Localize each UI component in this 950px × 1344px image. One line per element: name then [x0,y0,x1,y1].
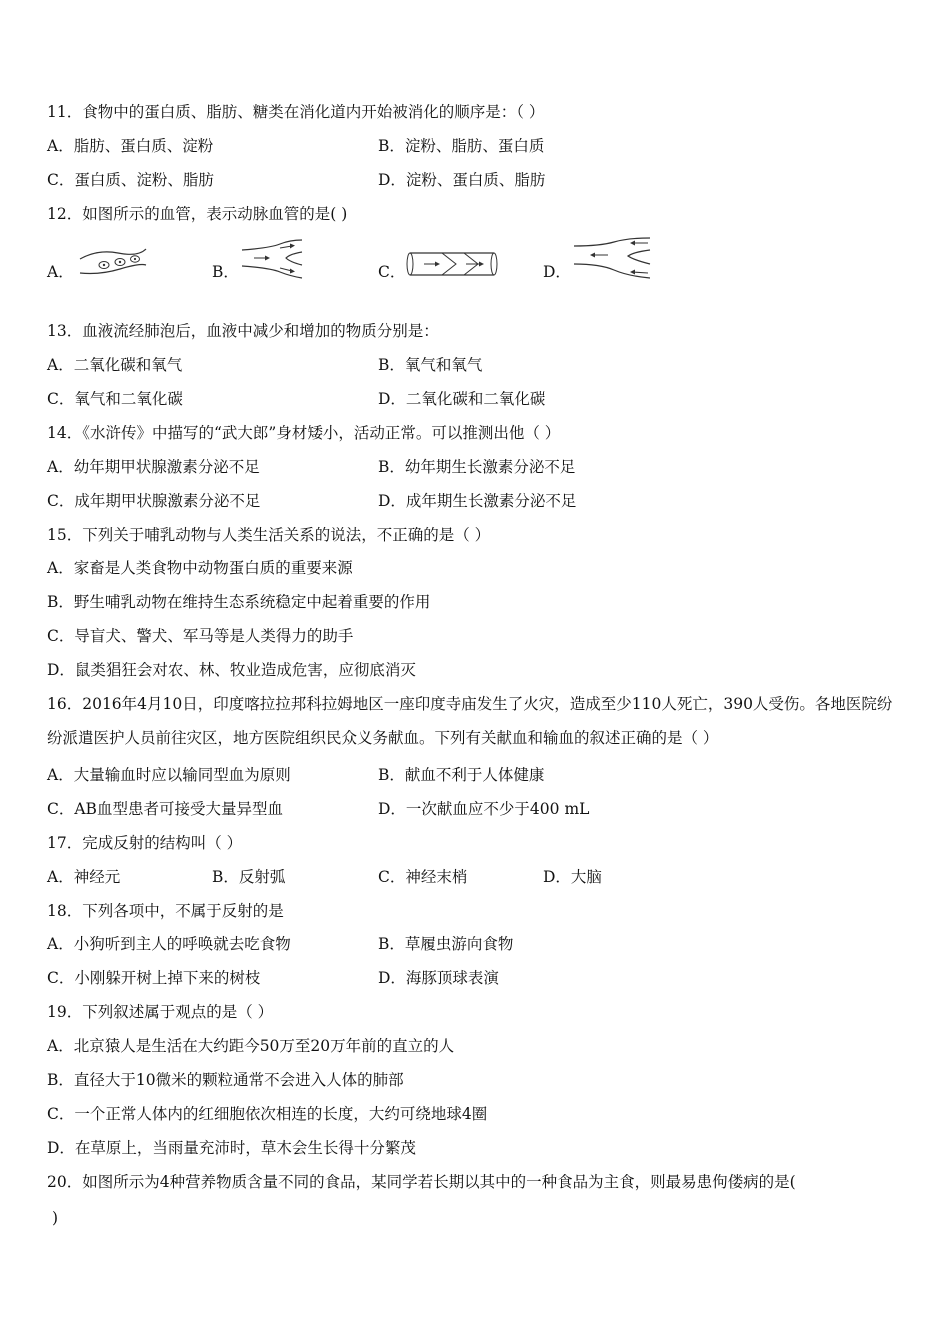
q17-option-a: A．神经元 [47,868,121,886]
q16-option-a: A．大量输血时应以输同型血为原则 [47,766,291,784]
q13-option-a: A．二氧化碳和氧气 [47,356,183,374]
vessel-capillary-figure [78,245,148,281]
q18-option-d: D．海豚顶球表演 [378,969,499,987]
q12-stem: 12．如图所示的血管，表示动脉血管的是( ) [47,205,348,223]
q18-option-b: B．草履虫游向食物 [378,935,514,953]
q13-option-b: B．氧气和氧气 [378,356,483,374]
q15-option-c: C．导盲犬、警犬、军马等是人类得力的助手 [47,627,354,645]
q14-option-a: A．幼年期甲状腺激素分泌不足 [47,458,260,476]
q13-option-d: D．二氧化碳和二氧化碳 [378,390,546,408]
q15-option-d: D．鼠类猖狂会对农、林、牧业造成危害，应彻底消灭 [47,661,416,679]
q12-option-d: D． [543,263,571,281]
q18-stem: 18．下列各项中，不属于反射的是 [47,902,284,920]
q13-option-c: C．氧气和二氧化碳 [47,390,183,408]
q15-stem: 15．下列关于哺乳动物与人类生活关系的说法，不正确的是（ ） [47,526,491,544]
q14-stem: 14．《水浒传》中描写的“武大郎”身材矮小，活动正常。可以推测出他（ ） [47,424,561,442]
q13-stem: 13．血液流经肺泡后，血液中减少和增加的物质分别是： [47,322,439,340]
q19-option-a: A．北京猿人是生活在大约距今50万至20万年前的直立的人 [47,1037,455,1055]
q15-option-b: B．野生哺乳动物在维持生态系统稳定中起着重要的作用 [47,593,431,611]
q18-option-a: A．小狗听到主人的呼唤就去吃食物 [47,935,291,953]
q11-option-b: B．淀粉、脂肪、蛋白质 [378,137,545,155]
q17-option-c: C．神经末梢 [378,868,468,886]
q11-option-a: A．脂肪、蛋白质、淀粉 [47,137,214,155]
q16-option-b: B．献血不利于人体健康 [378,766,545,784]
vessel-branching-figure [572,234,654,280]
q18-option-c: C．小刚躲开树上掉下来的树枝 [47,969,261,987]
q19-option-b: B．直径大于10微米的颗粒通常不会进入人体的肺部 [47,1071,404,1089]
q16-stem: 16．2016年4月10日，印度喀拉拉邦科拉姆地区一座印度寺庙发生了火灾，造成至少110人死亡，390人受伤。各地医院纷纷派遣医护人员前往灾区，地方医院组织民众义务献血。下列有关献血和输血的叙述正确的是（ ） [47,695,893,747]
q14-option-d: D．成年期生长激素分泌不足 [378,492,577,510]
q17-stem: 17．完成反射的结构叫（ ） [47,834,243,852]
q19-option-c: C．一个正常人体内的红细胞依次相连的长度，大约可绕地球4圈 [47,1105,488,1123]
q19-option-d: D．在草原上，当雨量充沛时，草木会生长得十分繁茂 [47,1139,416,1157]
vessel-vein-figure [406,248,498,280]
q12-option-a: A． [47,263,74,281]
q12-option-b: B． [212,263,239,281]
q15-option-a: A．家畜是人类食物中动物蛋白质的重要来源 [47,559,353,577]
q11-option-d: D．淀粉、蛋白质、脂肪 [378,171,546,189]
q11-stem: 11．食物中的蛋白质、脂肪、糖类在消化道内开始被消化的顺序是：（ ） [47,103,545,121]
q20-stem: 20．如图所示为4种营养物质含量不同的食品，某同学若长期以其中的一种食品为主食，则最易患佝偻病的是( [47,1173,796,1191]
q11-option-c: C．蛋白质、淀粉、脂肪 [47,171,214,189]
q16-option-c: C．AB血型患者可接受大量异型血 [47,800,283,818]
q16-option-d: D．一次献血应不少于400 mL [378,800,590,818]
q14-option-b: B．幼年期生长激素分泌不足 [378,458,576,476]
q17-option-d: D．大脑 [543,868,602,886]
vessel-artery-figure [240,238,306,280]
q14-option-c: C．成年期甲状腺激素分泌不足 [47,492,261,510]
q17-option-b: B．反射弧 [212,868,286,886]
q20-stem-end: ) [52,1209,59,1227]
q12-option-c: C． [378,263,406,281]
q19-stem: 19．下列叙述属于观点的是（ ） [47,1003,274,1021]
